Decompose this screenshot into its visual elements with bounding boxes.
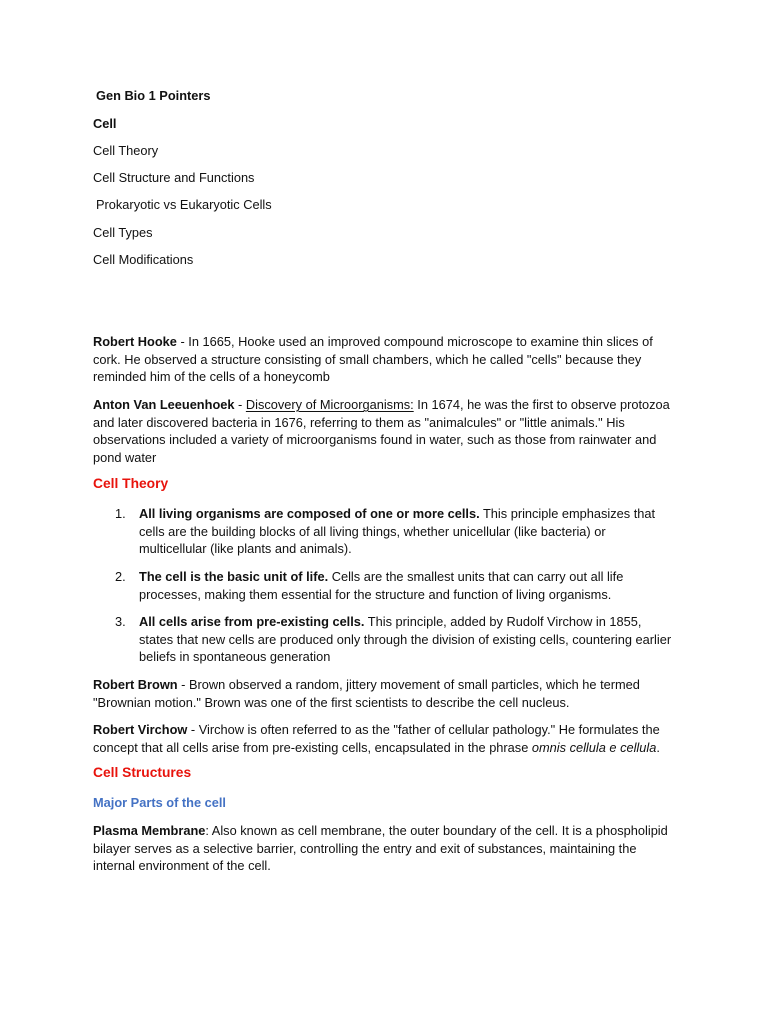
list-number: 3. xyxy=(115,614,126,629)
virchow-end: . xyxy=(656,739,660,755)
outline-item: Cell Modifications xyxy=(93,252,194,267)
leeuwenhoek-paragraph xyxy=(93,396,673,466)
cell-theory-heading: Cell Theory xyxy=(93,476,169,491)
list-number: 1. xyxy=(115,506,126,521)
outline-item: Cell Theory xyxy=(93,143,159,158)
list-item-bold: All cells arise from pre-existing cells. xyxy=(139,614,365,629)
plasma-membrane-paragraph xyxy=(93,822,673,875)
brown-paragraph xyxy=(93,676,673,711)
virchow-name: Robert Virchow xyxy=(93,722,188,737)
list-item xyxy=(115,613,673,666)
list-item xyxy=(115,568,673,603)
plasma-membrane-text: : Also known as cell membrane, the outer boundary of the cell. It is a phospholipid bilayer serves as a selective barrier, controlling the entry and exit of substances, maintaining the internal environment of the cell. xyxy=(93,823,668,874)
virchow-phrase: omnis cellula e cellula xyxy=(531,739,657,755)
cell-structures-heading: Cell Structures xyxy=(93,765,192,780)
hooke-paragraph xyxy=(93,333,673,386)
virchow-paragraph xyxy=(93,721,673,756)
list-item-text: Cells are the smallest units that can carry out all life processes, making them essential for the structure and function of living organisms. xyxy=(139,569,624,602)
list-item xyxy=(115,505,673,558)
list-item-bold: All living organisms are composed of one or more cells. xyxy=(139,506,480,521)
list-number: 2. xyxy=(115,569,126,584)
brown-name: Robert Brown xyxy=(93,677,178,692)
leeuwenhoek-text: In 1674, he was the first to observe protozoa and later discovered bacteria in 1676, referring to them as "animalcules" or "little animals." His observations included a variety of microorganisms found in water, such as those from rainwater and pond water xyxy=(93,397,670,465)
plasma-membrane-name: Plasma Membrane xyxy=(93,823,206,838)
list-item-text: This principle emphasizes that cells are the building blocks of all living things, whether unicellular (like bacteria) or multicellular (like plants and animals). xyxy=(139,506,656,557)
brown-text: - Brown observed a random, jittery movement of small particles, which he termed "Brownian motion." Brown was one of the first scientists to describe the cell nucleus. xyxy=(93,677,640,710)
leeuwenhoek-separator: - xyxy=(234,397,246,412)
section-label-cell: Cell xyxy=(93,116,117,131)
leeuwenhoek-name: Anton Van Leeuenhoek xyxy=(93,397,235,412)
hooke-name: Robert Hooke xyxy=(93,334,177,349)
list-item-bold: The cell is the basic unit of life. xyxy=(139,569,329,584)
outline-item: Cell Types xyxy=(93,225,153,240)
list-item-text: This principle, added by Rudolf Virchow in 1855, states that new cells are produced only through the division of existing cells, countering earlier beliefs in spontaneous generation xyxy=(139,614,672,665)
microorganisms-link[interactable]: Discovery of Microorganisms: xyxy=(245,397,414,412)
virchow-text: - Virchow is often referred to as the "father of cellular pathology." He formulates the concept that all cells arise from pre-existing cells, encapsulated in the phrase xyxy=(93,722,660,755)
hooke-text: - In 1665, Hooke used an improved compound microscope to examine thin slices of cork. He observed a structure consisting of small chambers, which he called "cells" because they reminded him of the cells of a honeycomb xyxy=(93,334,653,385)
outline-item: Cell Structure and Functions xyxy=(93,170,255,185)
major-parts-subheading: Major Parts of the cell xyxy=(93,795,226,810)
outline-item: Prokaryotic vs Eukaryotic Cells xyxy=(96,197,272,212)
document-title: Gen Bio 1 Pointers xyxy=(96,88,211,103)
